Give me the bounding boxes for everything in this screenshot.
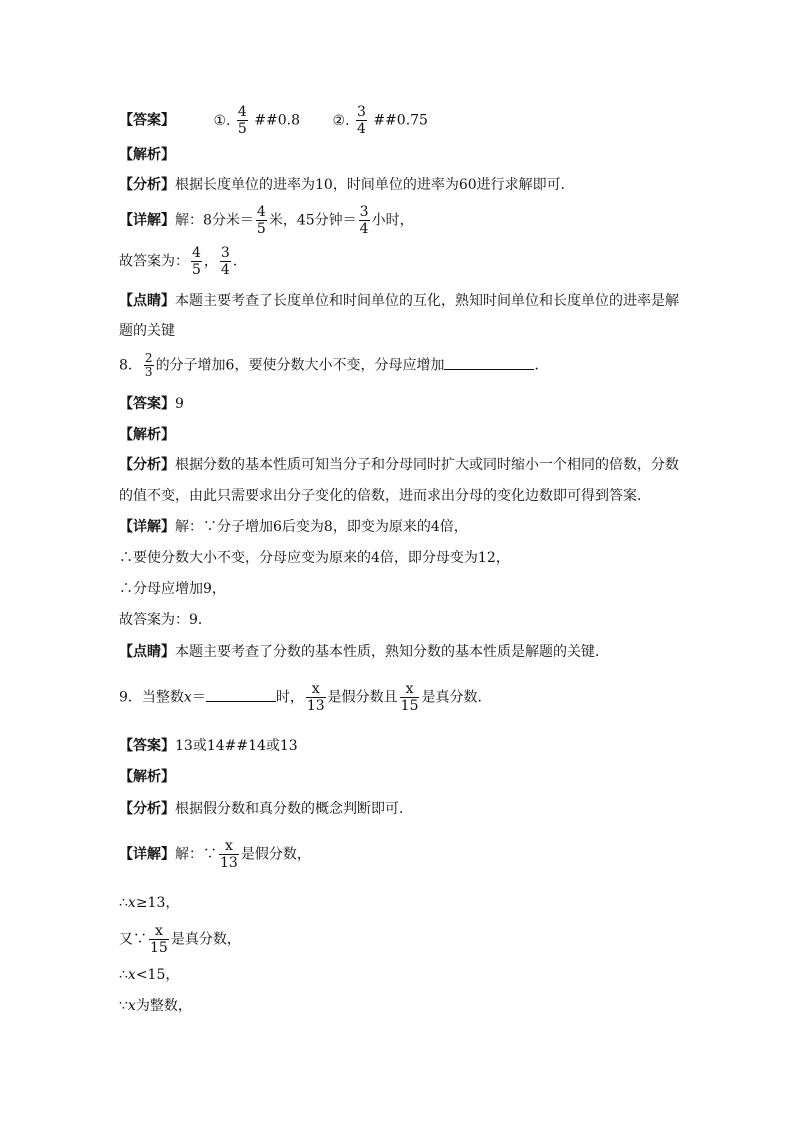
fraction-numerator: x: [306, 681, 326, 698]
fraction-denominator: 15: [400, 698, 419, 714]
q9-text-c: 是假分数且: [327, 689, 398, 706]
fraction-denominator: 4: [220, 262, 230, 278]
q8-answer-line: [119, 395, 184, 413]
analysis-text: 根据假分数和真分数的概念判断即可．: [175, 801, 413, 817]
q8-detail-line-4: [119, 611, 212, 629]
step-relation: 为整数，: [135, 998, 192, 1014]
q8-dianjing-line: [119, 643, 609, 661]
gu-fraction-1: [191, 245, 202, 278]
fraction-denominator: 15: [150, 940, 168, 956]
q8-question-line: [119, 352, 548, 379]
step-fraction: [149, 923, 169, 956]
detail-tag: 【详解】: [119, 846, 175, 863]
answer-2-tail: ##0.75: [373, 112, 428, 129]
q9-fraction-2: [400, 681, 420, 714]
step-relation: <15，: [135, 967, 180, 983]
detail-text-b: 是假分数，: [240, 846, 311, 863]
detail-text-1: 解：∵分子增加6后变为8，即变为原来的4倍，: [175, 519, 468, 535]
fraction-denominator: 13: [220, 855, 238, 871]
q7-analysis-line: [119, 176, 575, 194]
gu-fraction-2: [220, 245, 231, 278]
q9-text-d: 是真分数．: [421, 689, 492, 706]
jiexi-tag: 【解析】: [119, 769, 175, 785]
q7-dianjing-line-1: [119, 292, 679, 310]
detail-tag: 【详解】: [119, 519, 175, 535]
q7-dianjing-line-2: [119, 322, 175, 340]
q8-analysis-line-2: [119, 487, 651, 505]
q7-gu-line: [119, 245, 247, 278]
q9-jiexi-line: [119, 768, 175, 786]
therefore-symbol: ∴: [119, 895, 128, 911]
analysis-text-2: 的值不变，由此只需要求出分子变化的倍数，进而求出分母的变化边数即可得到答案．: [119, 488, 651, 504]
fraction-denominator: 4: [359, 221, 369, 237]
detail-text-b: 米，45分钟＝: [268, 212, 357, 229]
answer-value: 13或14##14或13: [175, 738, 298, 754]
step-relation: ≥13，: [135, 895, 180, 911]
answer-2-fraction: [356, 104, 367, 137]
dianjing-text-2: 题的关键: [119, 323, 175, 339]
fraction-numerator: 3: [220, 245, 230, 261]
fraction-numerator: x: [149, 923, 169, 940]
q9-question-line: [119, 681, 491, 714]
fraction-numerator: x: [219, 838, 239, 855]
jiexi-tag: 【解析】: [119, 427, 175, 443]
detail-fraction-2: [359, 204, 370, 237]
answer-2-mark: ②.: [332, 112, 350, 129]
detail-fraction: [219, 838, 239, 871]
gu-end: ．: [232, 253, 247, 270]
analysis-text-1: 根据分数的基本性质可知当分子和分母同时扩大或同时缩小一个相同的倍数，分数: [175, 457, 679, 473]
q7-jiexi-line: [119, 146, 175, 164]
q9-fraction-1: [306, 681, 326, 714]
analysis-text: 根据长度单位的进率为10，时间单位的进率为60进行求解即可．: [175, 177, 575, 193]
q7-detail-line: [119, 204, 414, 237]
dianjing-text-1: 本题主要考查了长度单位和时间单位的互化，熟知时间单位和长度单位的进率是解: [175, 293, 679, 309]
dianjing-tag: 【点睛】: [119, 644, 175, 660]
answer-1-mark: ①.: [213, 112, 231, 129]
q9-step-4: [119, 997, 192, 1015]
detail-text-c: 小时，: [371, 212, 414, 229]
detail-text-a: 解：8分米＝: [175, 212, 254, 229]
q9-text-a: 当整数: [141, 689, 184, 706]
step-text-b: 是真分数，: [170, 931, 241, 948]
step-variable: x: [127, 895, 136, 911]
q8-detail-line-2: [119, 549, 510, 567]
answer-blank[interactable]: [444, 357, 534, 370]
q9-eq: ＝: [191, 689, 206, 706]
q8-jiexi-line: [119, 426, 175, 444]
answer-tag: 【答案】: [119, 396, 175, 412]
fraction-denominator: 13: [306, 698, 325, 714]
fraction-denominator: 5: [192, 262, 201, 278]
detail-text-a: 解：∵: [175, 846, 217, 863]
q7-answer-line: [119, 104, 428, 137]
fraction-numerator: x: [400, 681, 420, 698]
q9-step-1: [119, 894, 179, 912]
detail-text-2: ∴要使分数大小不变，分母应变为原来的4倍，即分母变为12，: [119, 550, 510, 566]
q9-variable: x: [183, 689, 192, 706]
q9-text-b: 时，: [275, 689, 304, 706]
q8-analysis-line-1: [119, 456, 679, 474]
analysis-tag: 【分析】: [119, 801, 175, 817]
q9-detail-line: [119, 838, 311, 871]
q8-number: 8．: [119, 357, 142, 374]
fraction-denominator: 3: [144, 365, 153, 379]
fraction-numerator: 4: [237, 104, 247, 120]
answer-1-tail: ##0.8: [254, 112, 301, 129]
detail-fraction-1: [256, 204, 267, 237]
q9-step-3: [119, 966, 179, 984]
fraction-numerator: 4: [256, 204, 266, 220]
fraction-numerator: 4: [192, 245, 201, 261]
q9-step-2: [119, 923, 241, 956]
analysis-tag: 【分析】: [119, 457, 175, 473]
answer-tag: 【答案】: [119, 112, 175, 129]
q8-end: ．: [534, 357, 549, 374]
answer-blank[interactable]: [206, 689, 276, 702]
detail-text-3: ∴分母应增加9，: [119, 581, 226, 597]
because-symbol: ∵: [119, 998, 128, 1014]
fraction-numerator: 3: [356, 104, 366, 120]
fraction-numerator: 2: [144, 351, 153, 365]
answer-tag: 【答案】: [119, 738, 175, 754]
fraction-denominator: 5: [256, 221, 266, 237]
step-text-a: 又∵: [119, 931, 147, 948]
answer-value: 9: [175, 396, 184, 412]
q9-analysis-line: [119, 800, 413, 818]
step-variable: x: [127, 998, 136, 1014]
step-variable: x: [127, 967, 136, 983]
q8-question-text: 的分子增加6，要使分数大小不变，分母应增加: [155, 357, 445, 374]
answer-1-fraction: [237, 104, 248, 137]
q9-number: 9．: [119, 689, 142, 706]
gu-text: 故答案为：: [119, 253, 189, 270]
therefore-symbol: ∴: [119, 967, 128, 983]
dianjing-text: 本题主要考查了分数的基本性质，熟知分数的基本性质是解题的关键．: [175, 644, 609, 660]
q9-answer-line: [119, 737, 298, 755]
fraction-numerator: 3: [359, 204, 369, 220]
q8-detail-line-3: [119, 580, 226, 598]
detail-text-4: 故答案为：9．: [119, 612, 212, 628]
fraction-denominator: 5: [237, 121, 247, 137]
q8-fraction: [144, 352, 154, 379]
gu-separator: ，: [203, 253, 218, 270]
jiexi-tag: 【解析】: [119, 147, 175, 163]
detail-tag: 【详解】: [119, 212, 175, 229]
dianjing-tag: 【点睛】: [119, 293, 175, 309]
analysis-tag: 【分析】: [119, 177, 175, 193]
q8-detail-line-1: [119, 518, 468, 536]
fraction-denominator: 4: [356, 121, 366, 137]
